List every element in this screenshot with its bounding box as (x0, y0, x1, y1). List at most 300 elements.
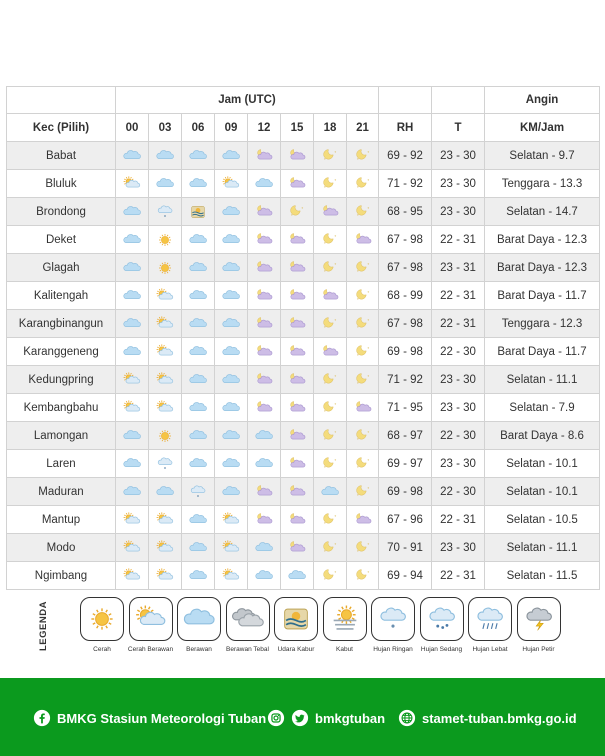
svg-text:✦: ✦ (323, 184, 326, 189)
night-cerah-icon (353, 428, 373, 444)
wind-cell: Selatan - 14.7 (485, 198, 600, 226)
forecast-cell (347, 338, 379, 366)
rh-cell: 69 - 97 (379, 450, 432, 478)
wind-cell: Selatan - 10.5 (485, 506, 600, 534)
berawan-icon (320, 484, 340, 500)
night-cerah-icon (353, 316, 373, 332)
forecast-cell (149, 338, 182, 366)
night-cerah-icon (320, 232, 340, 248)
night-berawan-icon (254, 316, 274, 332)
forecast-cell (182, 394, 215, 422)
cerah-berawan-icon (155, 344, 175, 360)
svg-text:✦: ✦ (323, 240, 326, 245)
temperature-cell: 23 - 30 (432, 366, 485, 394)
night-berawan-icon (254, 204, 274, 220)
svg-text:✦: ✦ (334, 149, 337, 154)
berawan-icon (188, 176, 208, 192)
hujan-lebat-icon (468, 597, 512, 641)
forecast-cell (248, 310, 281, 338)
svg-text:✦: ✦ (356, 156, 359, 161)
forecast-cell (215, 562, 248, 590)
forecast-cell (215, 478, 248, 506)
svg-text:✦: ✦ (301, 205, 304, 210)
forecast-cell (182, 338, 215, 366)
wind-cell: Selatan - 11.1 (485, 366, 600, 394)
svg-text:✦: ✦ (334, 177, 337, 182)
forecast-cell (149, 534, 182, 562)
kecamatan-name[interactable]: Laren (7, 450, 116, 478)
legend-label: Hujan Petir (522, 646, 555, 653)
forecast-cell (149, 170, 182, 198)
night-berawan-icon (287, 288, 307, 304)
forecast-cell (281, 534, 314, 562)
night-berawan-icon (287, 372, 307, 388)
night-berawan-icon (254, 148, 274, 164)
night-berawan-icon (287, 540, 307, 556)
kecamatan-name[interactable]: Karanggeneng (7, 338, 116, 366)
forecast-cell (281, 338, 314, 366)
rh-cell: 69 - 98 (379, 478, 432, 506)
forecast-cell (116, 254, 149, 282)
forecast-cell (116, 394, 149, 422)
berawan-icon (188, 344, 208, 360)
forecast-cell (314, 394, 347, 422)
forecast-cell (347, 198, 379, 226)
forecast-cell (182, 170, 215, 198)
forecast-cell (149, 506, 182, 534)
kecamatan-name[interactable]: Brondong (7, 198, 116, 226)
forecast-cell (116, 310, 149, 338)
legend-label: Berawan (186, 646, 212, 653)
kecamatan-name[interactable]: Karangbinangun (7, 310, 116, 338)
header-hour-09: 09 (215, 114, 248, 142)
forecast-cell (116, 534, 149, 562)
hujan-ringan-icon (155, 456, 175, 472)
svg-text:✦: ✦ (356, 436, 359, 441)
kecamatan-name[interactable]: Ngimbang (7, 562, 116, 590)
udara-kabur-icon (188, 204, 208, 220)
forecast-cell (215, 338, 248, 366)
kecamatan-name[interactable]: Kedungpring (7, 366, 116, 394)
berawan-icon (221, 400, 241, 416)
forecast-cell (182, 422, 215, 450)
night-cerah-icon (320, 568, 340, 584)
cerah-berawan-icon (122, 400, 142, 416)
cerah-berawan-icon (122, 568, 142, 584)
forecast-cell (281, 562, 314, 590)
forecast-body (7, 142, 600, 590)
berawan-icon (188, 568, 208, 584)
forecast-cell (347, 254, 379, 282)
header-rh: RH (379, 114, 432, 142)
berawan-icon (122, 204, 142, 220)
wind-cell: Barat Daya - 8.6 (485, 422, 600, 450)
night-berawan-icon (254, 484, 274, 500)
forecast-cell (314, 254, 347, 282)
svg-text:✦: ✦ (366, 345, 370, 350)
night-cerah-icon (353, 568, 373, 584)
cerah-berawan-icon (129, 597, 173, 641)
header-hour-00: 00 (116, 114, 149, 142)
forecast-cell (116, 366, 149, 394)
night-cerah-icon (353, 204, 373, 220)
night-berawan-icon (353, 400, 373, 416)
cerah-berawan-icon (122, 176, 142, 192)
svg-text:✦: ✦ (356, 576, 359, 581)
forecast-cell (314, 366, 347, 394)
footer-social[interactable] (267, 708, 385, 728)
rh-cell: 69 - 92 (379, 142, 432, 170)
rh-cell: 71 - 92 (379, 366, 432, 394)
forecast-cell (281, 506, 314, 534)
rh-cell: 68 - 97 (379, 422, 432, 450)
berawan-icon (221, 288, 241, 304)
wind-cell: Selatan - 10.1 (485, 478, 600, 506)
hujan-ringan-icon (188, 484, 208, 500)
forecast-cell (281, 282, 314, 310)
kabut-icon (323, 597, 367, 641)
night-cerah-icon (353, 176, 373, 192)
forecast-cell (149, 478, 182, 506)
svg-text:✦: ✦ (366, 149, 370, 154)
forecast-cell (347, 310, 379, 338)
berawan-tebal-icon (226, 597, 270, 641)
wind-cell: Barat Daya - 11.7 (485, 282, 600, 310)
wind-cell: Selatan - 9.7 (485, 142, 600, 170)
forecast-cell (314, 226, 347, 254)
wind-cell: Barat Daya - 12.3 (485, 226, 600, 254)
footer-website[interactable] (398, 708, 577, 728)
legend-title: LEGENDA (38, 601, 49, 651)
table-row (7, 534, 600, 562)
instagram-icon (267, 709, 285, 727)
forecast-cell (116, 450, 149, 478)
night-berawan-icon (320, 288, 340, 304)
kecamatan-name[interactable]: Babat (7, 142, 116, 170)
berawan-icon (221, 260, 241, 276)
temperature-cell: 23 - 30 (432, 450, 485, 478)
cerah-berawan-icon (221, 540, 241, 556)
forecast-cell (182, 310, 215, 338)
forecast-cell (182, 562, 215, 590)
berawan-icon (287, 568, 307, 584)
svg-text:✦: ✦ (356, 324, 359, 329)
temperature-cell: 22 - 31 (432, 310, 485, 338)
legend-label: Cerah (93, 646, 111, 653)
night-berawan-icon (287, 176, 307, 192)
footer-facebook[interactable] (33, 708, 266, 728)
header-kecamatan-select[interactable]: Kec (Pilih) (7, 114, 116, 142)
forecast-cell (347, 170, 379, 198)
cerah-icon (155, 428, 175, 444)
facebook-icon (33, 709, 51, 727)
globe-icon (398, 709, 416, 727)
night-berawan-icon (287, 428, 307, 444)
cerah-berawan-icon (221, 568, 241, 584)
berawan-icon (254, 456, 274, 472)
rh-cell: 71 - 92 (379, 170, 432, 198)
night-cerah-icon (320, 540, 340, 556)
wind-cell: Selatan - 11.5 (485, 562, 600, 590)
forecast-cell (314, 562, 347, 590)
header-name-blank (7, 87, 116, 114)
svg-text:✦: ✦ (356, 268, 359, 273)
night-cerah-icon (353, 456, 373, 472)
svg-text:✦: ✦ (366, 373, 370, 378)
table-row (7, 254, 600, 282)
berawan-icon (221, 428, 241, 444)
kecamatan-name[interactable]: Kalitengah (7, 282, 116, 310)
svg-text:✦: ✦ (356, 296, 359, 301)
night-berawan-icon (287, 232, 307, 248)
header-hour-15: 15 (281, 114, 314, 142)
night-cerah-icon (320, 372, 340, 388)
header-wind-line2: KM/Jam (485, 114, 600, 142)
svg-text:✦: ✦ (356, 184, 359, 189)
forecast-cell (248, 394, 281, 422)
night-cerah-icon (353, 288, 373, 304)
legend-label: Berawan Tebal (226, 646, 269, 653)
night-berawan-icon (254, 260, 274, 276)
wind-cell: Selatan - 11.1 (485, 534, 600, 562)
svg-text:✦: ✦ (356, 212, 359, 217)
temperature-cell: 22 - 30 (432, 338, 485, 366)
forecast-cell (182, 282, 215, 310)
rh-cell: 68 - 99 (379, 282, 432, 310)
forecast-cell (248, 450, 281, 478)
forecast-cell (182, 142, 215, 170)
svg-text:✦: ✦ (323, 548, 326, 553)
forecast-cell (248, 506, 281, 534)
temperature-cell: 22 - 31 (432, 506, 485, 534)
berawan-icon (254, 540, 274, 556)
night-berawan-icon (287, 484, 307, 500)
temperature-cell: 23 - 30 (432, 198, 485, 226)
svg-text:✦: ✦ (356, 548, 359, 553)
forecast-cell (215, 254, 248, 282)
berawan-icon (188, 372, 208, 388)
forecast-cell (314, 338, 347, 366)
night-berawan-icon (320, 204, 340, 220)
forecast-cell (281, 226, 314, 254)
cerah-berawan-icon (122, 372, 142, 388)
forecast-cell (149, 450, 182, 478)
forecast-table (6, 86, 600, 590)
rh-cell: 67 - 98 (379, 310, 432, 338)
night-cerah-icon (287, 204, 307, 220)
berawan-icon (221, 456, 241, 472)
night-berawan-icon (353, 512, 373, 528)
forecast-cell (215, 282, 248, 310)
legend-label: Cerah Berawan (127, 646, 174, 653)
footer-facebook-text: BMKG Stasiun Meteorologi Tuban (57, 710, 267, 726)
svg-text:✦: ✦ (323, 380, 326, 385)
svg-text:✦: ✦ (334, 541, 337, 546)
berawan-icon (188, 428, 208, 444)
berawan-icon (221, 344, 241, 360)
wind-cell: Barat Daya - 11.7 (485, 338, 600, 366)
svg-text:✦: ✦ (366, 429, 370, 434)
kecamatan-name[interactable]: Kembangbahu (7, 394, 116, 422)
wind-cell: Selatan - 10.1 (485, 450, 600, 478)
forecast-cell (281, 366, 314, 394)
header-hours-group: Jam (UTC) (116, 87, 379, 114)
hujan-ringan-icon (155, 204, 175, 220)
forecast-cell (248, 142, 281, 170)
cerah-icon (155, 260, 175, 276)
cerah-berawan-icon (155, 316, 175, 332)
forecast-cell (116, 478, 149, 506)
berawan-icon (122, 260, 142, 276)
forecast-cell (149, 366, 182, 394)
forecast-cell (248, 534, 281, 562)
svg-text:✦: ✦ (334, 569, 337, 574)
wind-cell: Tenggara - 12.3 (485, 310, 600, 338)
temperature-cell: 22 - 30 (432, 422, 485, 450)
forecast-cell (182, 366, 215, 394)
kecamatan-name[interactable]: Maduran (7, 478, 116, 506)
forecast-cell (347, 142, 379, 170)
kecamatan-name[interactable]: Bluluk (7, 170, 116, 198)
night-cerah-icon (353, 540, 373, 556)
temperature-cell: 23 - 31 (432, 254, 485, 282)
table-row (7, 394, 600, 422)
berawan-icon (155, 484, 175, 500)
night-berawan-icon (287, 316, 307, 332)
legend-label: Udara Kabur (277, 646, 315, 653)
forecast-cell (281, 422, 314, 450)
berawan-icon (221, 204, 241, 220)
temperature-cell: 22 - 31 (432, 282, 485, 310)
berawan-icon (188, 512, 208, 528)
svg-text:✦: ✦ (334, 513, 337, 518)
forecast-cell (248, 226, 281, 254)
forecast-cell (248, 562, 281, 590)
forecast-cell (347, 226, 379, 254)
temperature-cell: 23 - 30 (432, 170, 485, 198)
forecast-cell (116, 562, 149, 590)
cerah-icon (155, 232, 175, 248)
cerah-berawan-icon (221, 176, 241, 192)
forecast-cell (149, 198, 182, 226)
berawan-icon (188, 260, 208, 276)
cerah-berawan-icon (122, 540, 142, 556)
cerah-berawan-icon (155, 288, 175, 304)
table-row (7, 142, 600, 170)
cerah-berawan-icon (122, 512, 142, 528)
forecast-cell (281, 198, 314, 226)
forecast-cell (347, 366, 379, 394)
berawan-icon (221, 316, 241, 332)
forecast-cell (347, 450, 379, 478)
forecast-cell (215, 506, 248, 534)
forecast-cell (314, 478, 347, 506)
night-cerah-icon (320, 176, 340, 192)
wind-cell: Tenggara - 13.3 (485, 170, 600, 198)
svg-text:✦: ✦ (366, 457, 370, 462)
forecast-cell (149, 142, 182, 170)
night-cerah-icon (320, 512, 340, 528)
forecast-cell (281, 170, 314, 198)
forecast-cell (248, 422, 281, 450)
svg-text:✦: ✦ (334, 429, 337, 434)
berawan-icon (188, 540, 208, 556)
night-berawan-icon (353, 232, 373, 248)
night-cerah-icon (353, 372, 373, 388)
forecast-cell (248, 198, 281, 226)
berawan-icon (188, 400, 208, 416)
table-row (7, 282, 600, 310)
berawan-icon (122, 316, 142, 332)
forecast-cell (215, 450, 248, 478)
berawan-icon (254, 428, 274, 444)
header-temperature: T (432, 114, 485, 142)
table-row (7, 310, 600, 338)
svg-text:✦: ✦ (323, 436, 326, 441)
forecast-cell (182, 254, 215, 282)
forecast-cell (182, 506, 215, 534)
table-row (7, 170, 600, 198)
forecast-cell (116, 170, 149, 198)
kecamatan-name[interactable]: Mantup (7, 506, 116, 534)
rh-cell: 67 - 98 (379, 254, 432, 282)
svg-text:✦: ✦ (334, 373, 337, 378)
forecast-cell (116, 198, 149, 226)
wind-cell: Selatan - 7.9 (485, 394, 600, 422)
forecast-cell (314, 198, 347, 226)
night-cerah-icon (320, 400, 340, 416)
berawan-icon (122, 288, 142, 304)
night-cerah-icon (320, 316, 340, 332)
night-berawan-icon (254, 344, 274, 360)
night-cerah-icon (353, 344, 373, 360)
forecast-cell (149, 226, 182, 254)
header-hour-06: 06 (182, 114, 215, 142)
legend-item-hujan-petir (511, 595, 567, 653)
forecast-cell (149, 394, 182, 422)
forecast-cell (248, 282, 281, 310)
night-berawan-icon (287, 344, 307, 360)
forecast-cell (314, 310, 347, 338)
table-row (7, 450, 600, 478)
night-berawan-icon (254, 400, 274, 416)
kecamatan-name[interactable]: Lamongan (7, 422, 116, 450)
kecamatan-name[interactable]: Glagah (7, 254, 116, 282)
svg-text:✦: ✦ (356, 352, 359, 357)
berawan-icon (122, 344, 142, 360)
night-berawan-icon (254, 512, 274, 528)
kecamatan-name[interactable]: Deket (7, 226, 116, 254)
forecast-cell (182, 226, 215, 254)
svg-text:✦: ✦ (334, 457, 337, 462)
forecast-cell (149, 254, 182, 282)
kecamatan-name[interactable]: Modo (7, 534, 116, 562)
header-hour-21: 21 (347, 114, 379, 142)
rh-cell: 71 - 95 (379, 394, 432, 422)
svg-text:✦: ✦ (323, 464, 326, 469)
forecast-cell (314, 534, 347, 562)
berawan-icon (122, 232, 142, 248)
forecast-cell (347, 534, 379, 562)
svg-text:✦: ✦ (334, 233, 337, 238)
forecast-cell (215, 394, 248, 422)
table-row (7, 478, 600, 506)
berawan-icon (221, 372, 241, 388)
temperature-cell: 22 - 30 (432, 478, 485, 506)
svg-text:✦: ✦ (366, 205, 370, 210)
berawan-icon (188, 316, 208, 332)
table-row (7, 198, 600, 226)
